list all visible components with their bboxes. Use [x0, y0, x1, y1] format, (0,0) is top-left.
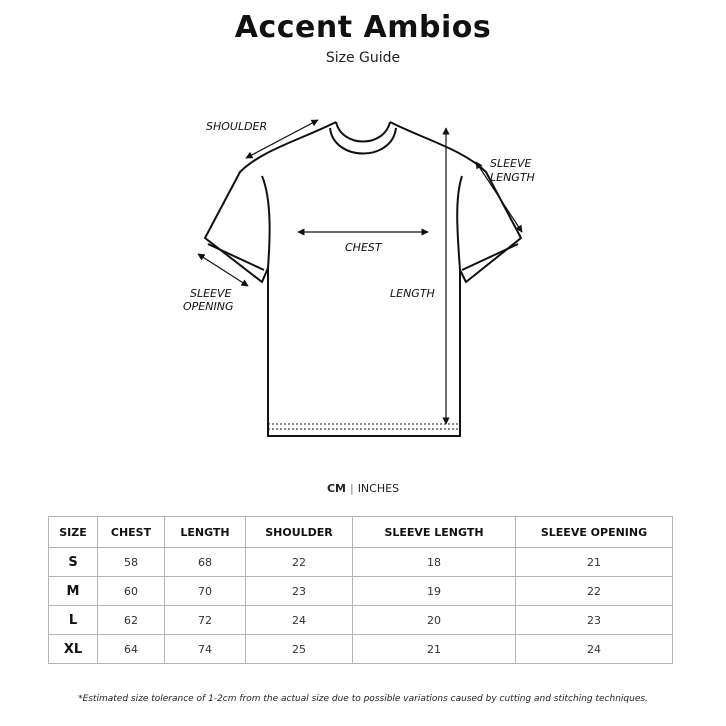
unit-inches: INCHES	[357, 482, 400, 495]
cell-size: L	[49, 606, 98, 635]
brand-title: Accent Ambios	[234, 10, 492, 45]
cell-sleeve-opening: 24	[516, 635, 673, 664]
cell-sleeve-length: 18	[353, 548, 516, 577]
cell-length: 72	[165, 606, 246, 635]
cell-length: 68	[165, 548, 246, 577]
cell-shoulder: 23	[246, 577, 353, 606]
cell-shoulder: 25	[246, 635, 353, 664]
tolerance-footnote: *Estimated size tolerance of 1-2cm from the actual size due to possible variations caused by cutting and stitching techniques.	[78, 694, 648, 704]
label-sleeve-opening-1: SLEEVE	[190, 287, 232, 300]
cell-chest: 64	[98, 635, 165, 664]
tshirt-outline	[205, 122, 521, 436]
unit-cm: CM	[326, 482, 346, 495]
size-chart-table	[48, 516, 673, 664]
table-row	[49, 577, 673, 606]
cell-size: S	[49, 548, 98, 577]
cell-size: M	[49, 577, 98, 606]
label-sleeve-opening-2: OPENING	[183, 300, 234, 313]
col-header-sleeve-opening: SLEEVE OPENING	[516, 517, 673, 548]
label-length: LENGTH	[390, 287, 435, 300]
cell-sleeve-length: 19	[353, 577, 516, 606]
table-header-row	[49, 517, 673, 548]
cell-chest: 58	[98, 548, 165, 577]
table-row	[49, 548, 673, 577]
cell-chest: 60	[98, 577, 165, 606]
label-chest: CHEST	[345, 241, 382, 254]
table-row	[49, 606, 673, 635]
unit-selector	[0, 482, 726, 495]
col-header-sleeve-length: SLEEVE LENGTH	[353, 517, 516, 548]
table-row	[49, 635, 673, 664]
cell-size: XL	[49, 635, 98, 664]
label-sleeve-length-1: SLEEVE	[490, 157, 532, 170]
unit-separator: |	[349, 482, 354, 495]
cell-sleeve-opening: 22	[516, 577, 673, 606]
label-sleeve-length-2: LENGTH	[490, 171, 535, 184]
cell-shoulder: 22	[246, 548, 353, 577]
col-header-chest: CHEST	[98, 517, 165, 548]
cell-sleeve-opening: 21	[516, 548, 673, 577]
cell-chest: 62	[98, 606, 165, 635]
label-shoulder: SHOULDER	[206, 120, 268, 133]
cell-sleeve-length: 20	[353, 606, 516, 635]
cell-sleeve-length: 21	[353, 635, 516, 664]
col-header-length: LENGTH	[165, 517, 246, 548]
cell-length: 74	[165, 635, 246, 664]
page-subtitle: Size Guide	[325, 50, 401, 66]
cell-sleeve-opening: 23	[516, 606, 673, 635]
col-header-size: SIZE	[49, 517, 98, 548]
cell-length: 70	[165, 577, 246, 606]
cell-shoulder: 24	[246, 606, 353, 635]
col-header-shoulder: SHOULDER	[246, 517, 353, 548]
